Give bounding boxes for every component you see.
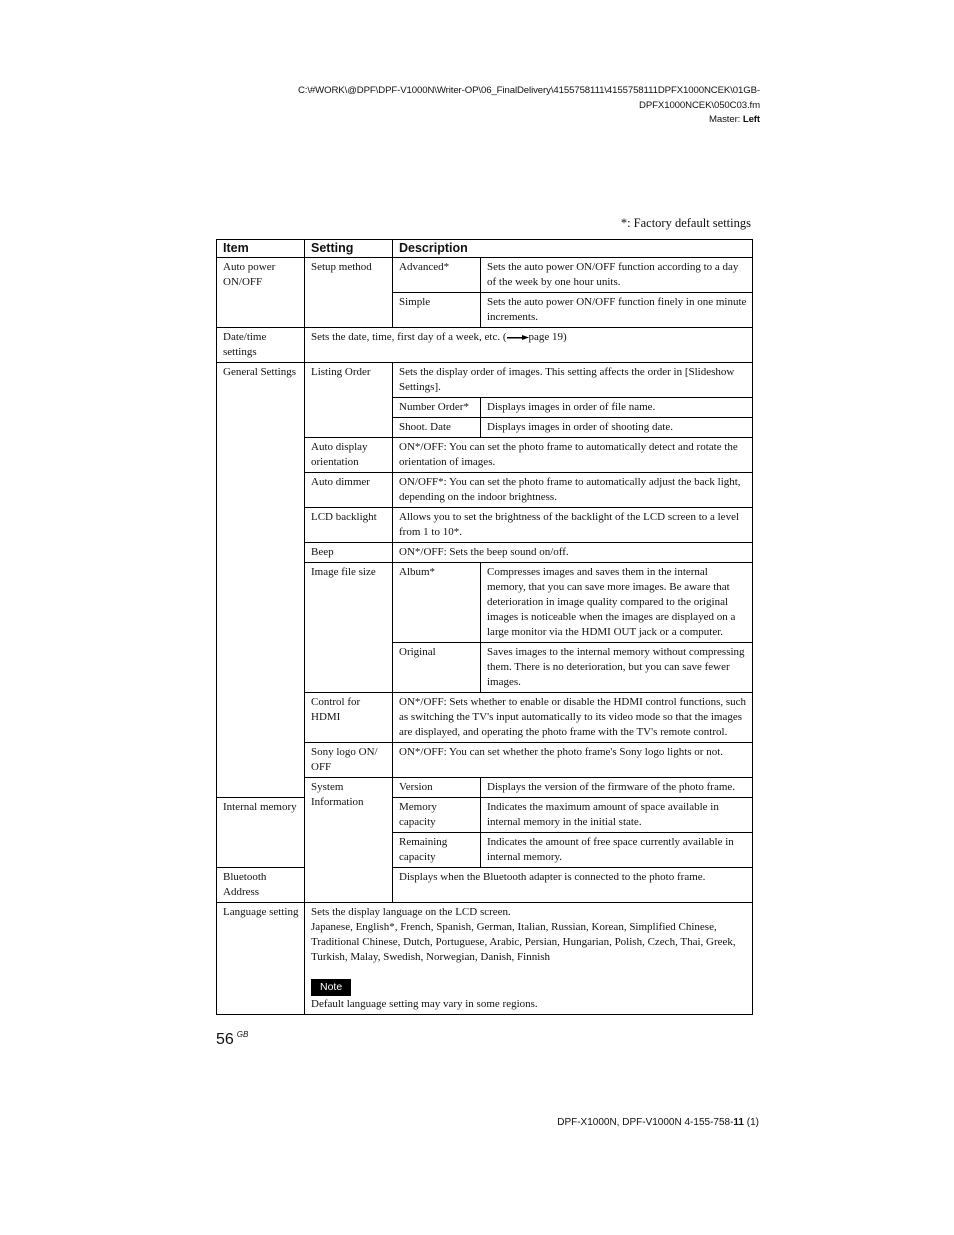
language-list: Japanese, English*, French, Spanish, German, Italian, Russian, Korean, Simplified Chinese, Traditional Chinese, Dutch, Portuguese, Arabic, Persian, Hungarian, Polish, Czech, Thai, Greek, Turkish, Malay, Swedish, Norwegian, Danish, Finnish xyxy=(311,921,736,963)
header-setting: Setting xyxy=(305,240,393,258)
table-row xyxy=(217,903,753,1015)
document-path-header xyxy=(298,84,760,128)
setting-version: Version xyxy=(393,778,481,798)
desc-version: Displays the version of the firmware of the photo frame. xyxy=(481,778,753,798)
setting-lcd-backlight: LCD backlight xyxy=(305,508,393,543)
master-line xyxy=(298,113,760,128)
table-row xyxy=(217,328,753,363)
desc-album: Compresses images and saves them in the internal memory, that you can save more images. Be aware that deterioration in image quality compared to the original images is noticeable when the images are displayed on a large monitor via the HDMI OUT jack or a computer. xyxy=(481,563,753,643)
setting-sony-logo: Sony logo ON/ OFF xyxy=(305,743,393,778)
desc-sony-logo: ON*/OFF: You can set whether the photo frame's Sony logo lights or not. xyxy=(393,743,753,778)
option-simple: Simple xyxy=(393,293,481,328)
table-row xyxy=(217,798,753,833)
setting-internal-memory: Internal memory xyxy=(217,798,305,868)
footer-models: DPF-X1000N, DPF-V1000N 4-155-758- xyxy=(557,1117,734,1128)
page-number-value: 56 xyxy=(216,1031,234,1048)
desc-original: Saves images to the internal memory without compressing them. There is no deterioration, but you can save fewer images. xyxy=(481,643,753,693)
factory-default-note: *: Factory default settings xyxy=(620,216,751,230)
desc-listing-order: Sets the display order of images. This setting affects the order in [Slideshow Settings]. xyxy=(393,363,753,398)
datetime-text: Sets the date, time, first day of a week, etc. ( xyxy=(311,331,507,343)
desc-lcd-backlight: Allows you to set the brightness of the backlight of the LCD screen to a level from 1 to 10*. xyxy=(393,508,753,543)
desc-number-order: Displays images in order of file name. xyxy=(481,398,753,418)
path-line-2: DPFX1000NCEK\050C03.fm xyxy=(639,99,760,111)
setting-image-file-size: Image file size xyxy=(305,563,393,693)
master-value: Left xyxy=(742,114,760,125)
page-reference-arrow-icon xyxy=(507,331,529,341)
master-label: Master: xyxy=(708,114,743,125)
setting-control-hdmi: Control for HDMI xyxy=(305,693,393,743)
item-general-settings: General Settings xyxy=(217,363,305,798)
footer-bold: 11 xyxy=(733,1117,744,1128)
note-text: Default language setting may vary in some regions. xyxy=(311,998,538,1010)
setting-setup-method: Setup method xyxy=(305,258,393,328)
datetime-page-ref: page 19) xyxy=(528,331,567,343)
desc-advanced: Sets the auto power ON/OFF function according to a day of the week by one hour units. xyxy=(481,258,753,293)
page-region-suffix: GB xyxy=(236,1030,249,1039)
header-item: Item xyxy=(217,240,305,258)
option-album: Album* xyxy=(393,563,481,643)
option-shoot-date: Shoot. Date xyxy=(393,418,481,438)
settings-table xyxy=(216,239,753,1015)
footer-tail: (1) xyxy=(744,1117,759,1128)
option-advanced: Advanced* xyxy=(393,258,481,293)
desc-bluetooth: Displays when the Bluetooth adapter is connected to the photo frame. xyxy=(393,868,753,903)
item-datetime: Date/time settings xyxy=(217,328,305,363)
desc-auto-display: ON*/OFF: You can set the photo frame to automatically detect and rotate the orientation of images. xyxy=(393,438,753,473)
desc-control-hdmi: ON*/OFF: Sets whether to enable or disable the HDMI control functions, such as switching the TV's input automatically to its video mode so that the images are displayed, and operating the photo frame with the TV's remote control. xyxy=(393,693,753,743)
desc-datetime xyxy=(305,328,753,363)
header-description: Description xyxy=(393,240,753,258)
desc-memory-capacity: Indicates the maximum amount of space available in internal memory in the initial state. xyxy=(481,798,753,833)
desc-language xyxy=(305,903,753,1015)
option-original: Original xyxy=(393,643,481,693)
setting-auto-display: Auto display orientation xyxy=(305,438,393,473)
table-header-row xyxy=(217,240,753,258)
desc-simple: Sets the auto power ON/OFF function finely in one minute increments. xyxy=(481,293,753,328)
setting-listing-order: Listing Order xyxy=(305,363,393,438)
desc-shoot-date: Displays images in order of shooting date. xyxy=(481,418,753,438)
language-intro: Sets the display language on the LCD screen. xyxy=(311,906,511,918)
setting-beep: Beep xyxy=(305,543,393,563)
desc-remaining-capacity: Indicates the amount of free space currently available in internal memory. xyxy=(481,833,753,868)
page-number xyxy=(216,1030,248,1049)
desc-beep: ON*/OFF: Sets the beep sound on/off. xyxy=(393,543,753,563)
table-row xyxy=(217,258,753,293)
item-system-information: System Information xyxy=(305,778,393,903)
item-language-setting: Language setting xyxy=(217,903,305,1015)
model-footer xyxy=(557,1117,759,1128)
desc-auto-dimmer: ON/OFF*: You can set the photo frame to automatically adjust the back light, depending on the indoor brightness. xyxy=(393,473,753,508)
note-badge: Note xyxy=(311,979,351,996)
path-line-1: C:\#WORK\@DPF\DPF-V1000N\Writer-OP\06_FinalDelivery\4155758111\4155758111DPFX1000NCEK\01GB- xyxy=(297,85,760,96)
item-auto-power: Auto power ON/OFF xyxy=(217,258,305,328)
setting-bluetooth: Bluetooth Address xyxy=(217,868,305,903)
option-remaining-capacity: Remaining capacity xyxy=(393,833,481,868)
option-number-order: Number Order* xyxy=(393,398,481,418)
option-memory-capacity: Memory capacity xyxy=(393,798,481,833)
table-row xyxy=(217,868,753,903)
table-row xyxy=(217,363,753,398)
setting-auto-dimmer: Auto dimmer xyxy=(305,473,393,508)
